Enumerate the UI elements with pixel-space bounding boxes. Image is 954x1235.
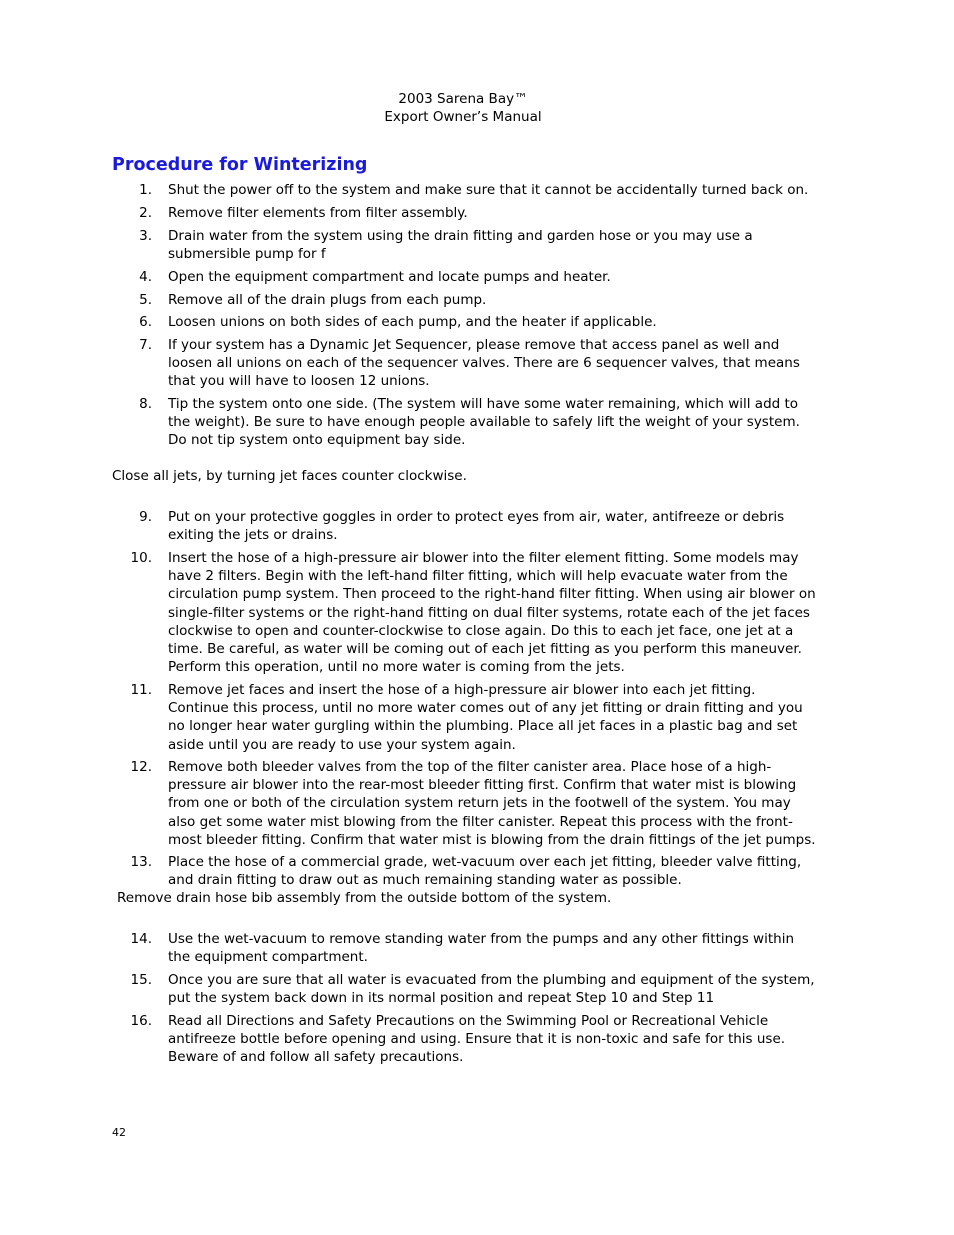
list-item-number: 12. [130, 759, 152, 775]
header-subtitle: Export Owner’s Manual [384, 109, 542, 125]
list-item-text: Remove filter elements from filter assembly. [168, 205, 468, 221]
note-text: Remove drain hose bib assembly from the outside bottom of the system. [117, 890, 612, 906]
list-item-number: 11. [130, 682, 152, 698]
list-item-text: Remove all of the drain plugs from each pump. [168, 292, 487, 308]
list-item-number: 14. [130, 931, 152, 947]
list-item-number: 4. [139, 269, 152, 285]
list-item-text: Tip the system onto one side. (The system will have some water remaining, which will add to the weight). Be sure to have enough people available to safely lift the weight of your system. Do not tip system onto equipment bay side. [168, 396, 800, 449]
list-item-text: Once you are sure that all water is evacuated from the plumbing and equipment of the system, put the system back down in its normal position and repeat Step 10 and Step 11 [168, 972, 815, 1007]
list-item-number: 7. [139, 337, 152, 353]
list-item-text: Remove jet faces and insert the hose of a high-pressure air blower into each jet fitting. Continue this process, until no more water comes out of any jet fitting or drain fitting and you no longer hear water gurgling within the plumbing. Place all jet faces in a plastic bag and set aside until you are ready to use your system again. [168, 682, 803, 753]
list-item-text: Remove both bleeder valves from the top of the filter canister area. Place hose of a high-pressure air blower into the rear-most bleeder fitting first. Confirm that water mist is blowing from one or both of the circulation system return jets in the footwell of the system. You may also get some water mist blowing from the filter canister. Repeat this process with the front-most bleeder fitting. Confirm that water mist is blowing from the drain fittings of the jet pumps. [168, 759, 816, 848]
list-item-text: Insert the hose of a high-pressure air blower into the filter element fitting. Some models may have 2 filters. Begin with the left-hand filter fitting, which will help evacuate water from the circulation pump system. Then proceed to the right-hand filter fitting. When using air blower on single-filter systems or the right-hand fitting on dual filter systems, rotate each of the jet faces clockwise to open and counter-clockwise to close again. Do this to each jet face, one jet at a time. Be careful, as water will be coming out of each jet fitting as you perform this maneuver. Perform this operation, until no more water is coming from the jets. [168, 550, 816, 676]
list-item-number: 9. [139, 509, 152, 525]
list-item-number: 3. [139, 228, 152, 244]
list-item-number: 10. [130, 550, 152, 566]
note-text: Close all jets, by turning jet faces counter clockwise. [112, 468, 467, 484]
list-item-text: Shut the power off to the system and make sure that it cannot be accidentally turned back on. [168, 182, 809, 198]
list-item-text: Put on your protective goggles in order to protect eyes from air, water, antifreeze or debris exiting the jets or drains. [168, 509, 785, 544]
list-item-text: Read all Directions and Safety Precautions on the Swimming Pool or Recreational Vehicle antifreeze bottle before opening and using. Ensure that it is non-toxic and safe for this use. Beware of and follow all safety precautions. [168, 1013, 786, 1066]
list-item-number: 16. [130, 1013, 152, 1029]
section-title: Procedure for Winterizing [112, 155, 368, 175]
page-number: 42 [112, 1126, 126, 1139]
list-item-text: If your system has a Dynamic Jet Sequencer, please remove that access panel as well and loosen all unions on each of the sequencer valves. There are 6 sequencer valves, that means that you will have to loosen 12 unions. [168, 337, 800, 390]
list-item-number: 1. [139, 182, 152, 198]
header-title: 2003 Sarena Bay™ [398, 91, 528, 107]
list-item-number: 5. [139, 292, 152, 308]
list-item-number: 13. [130, 854, 152, 870]
list-item-number: 8. [139, 396, 152, 412]
list-item-number: 2. [139, 205, 152, 221]
list-item-text: Open the equipment compartment and locate pumps and heater. [168, 269, 611, 285]
list-item-text: Loosen unions on both sides of each pump, and the heater if applicable. [168, 314, 657, 330]
list-item-text: Drain water from the system using the drain fitting and garden hose or you may use a submersible pump for f [168, 228, 753, 263]
list-item-text: Use the wet-vacuum to remove standing water from the pumps and any other fittings within the equipment compartment. [168, 931, 795, 966]
list-item-text: Place the hose of a commercial grade, wet-vacuum over each jet fitting, bleeder valve fitting, and drain fitting to draw out as much remaining standing water as possible. [168, 854, 802, 889]
list-item-number: 6. [139, 314, 152, 330]
list-item-number: 15. [130, 972, 152, 988]
